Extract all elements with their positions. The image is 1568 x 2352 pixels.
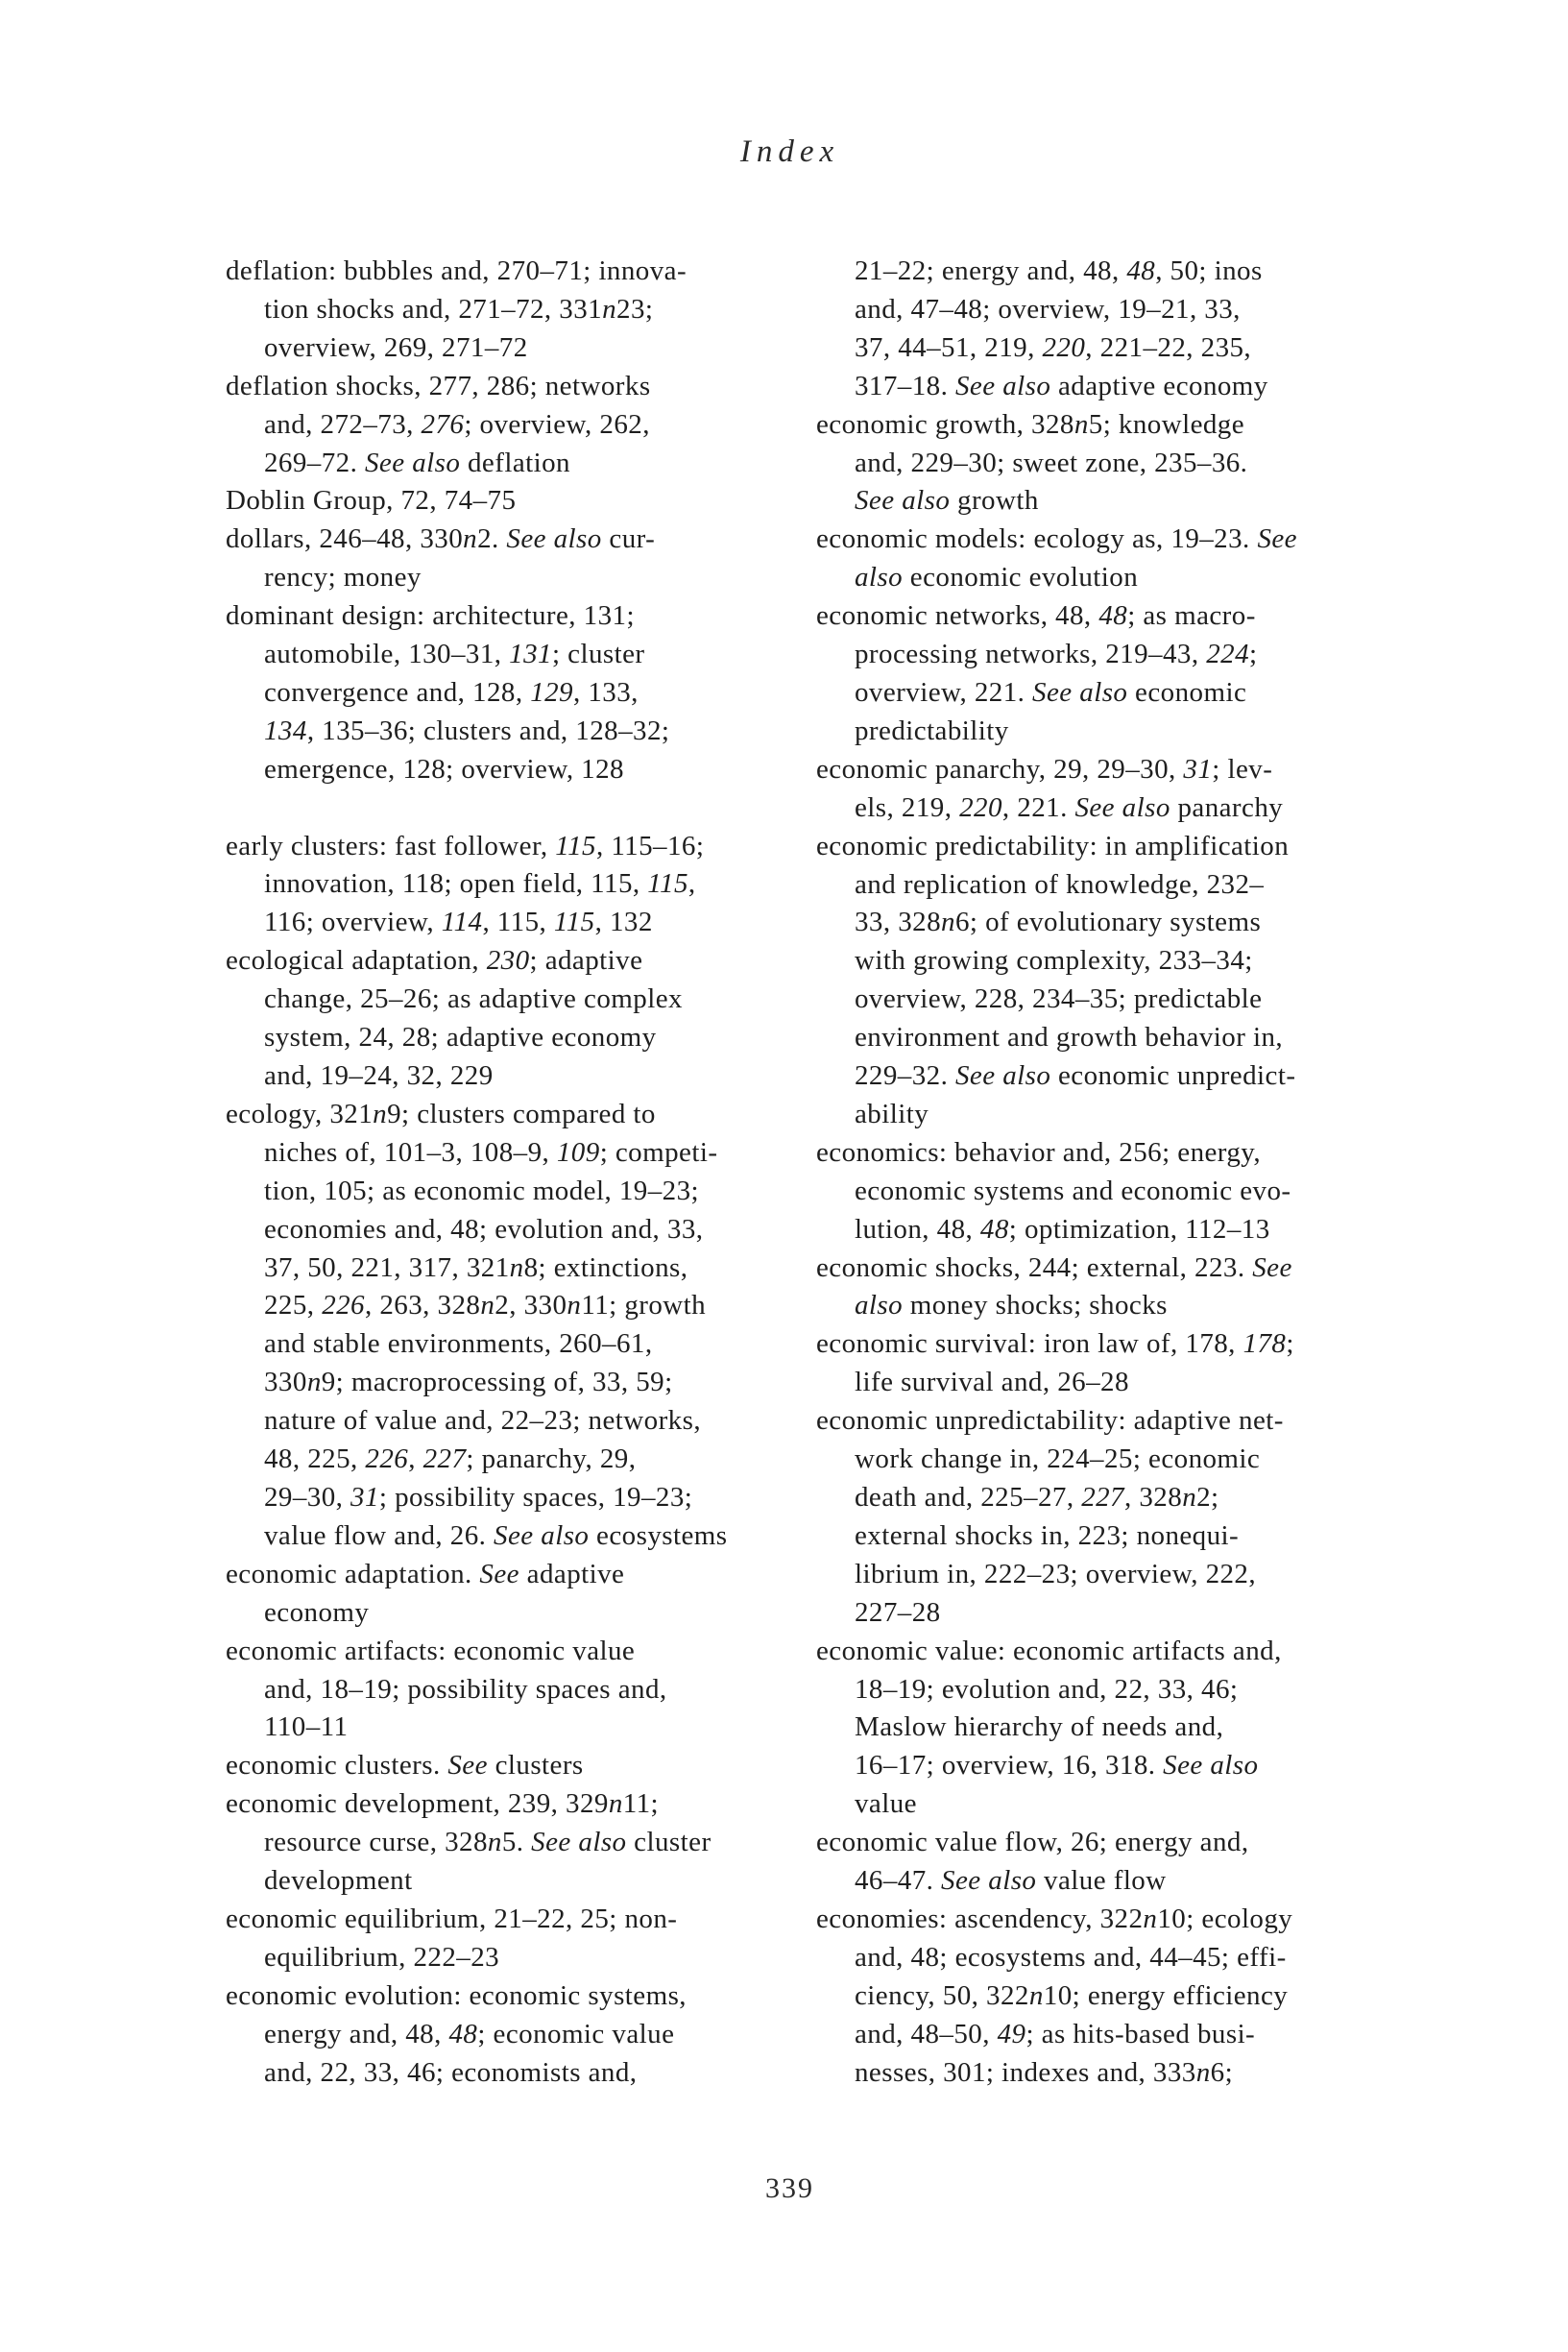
index-line: early clusters: fast follower, 115, 115–16; [226, 830, 705, 861]
index-line: also economic evolution [855, 562, 1139, 594]
index-column-left [226, 253, 787, 2092]
page-title: Index [739, 134, 840, 169]
index-line: economies: ascendency, 322n10; ecology [816, 1903, 1293, 1934]
index-line: automobile, 130–31, 131; cluster [264, 639, 645, 670]
index-line: economic unpredictability: adaptive net- [816, 1405, 1284, 1437]
index-line: rency; money [264, 562, 422, 594]
index-line: nature of value and, 22–23; networks, [264, 1405, 702, 1437]
index-line: environment and growth behavior in, [855, 1022, 1284, 1054]
index-line: and stable environments, 260–61, [264, 1328, 653, 1360]
index-line: overview, 269, 271–72 [264, 331, 528, 363]
index-line: See also growth [855, 485, 1039, 517]
index-line: economic equilibrium, 21–22, 25; non- [226, 1903, 678, 1934]
index-column-right [816, 253, 1378, 2093]
index-line: life survival and, 26–28 [855, 1367, 1129, 1398]
index-line: economic shocks, 244; external, 223. See [816, 1251, 1292, 1283]
index-line: economy [264, 1596, 370, 1628]
index-line: Doblin Group, 72, 74–75 [226, 485, 517, 517]
index-line: ability [855, 1098, 929, 1129]
index-line: convergence and, 128, 129, 133, [264, 676, 639, 708]
index-line: 29–30, 31; possibility spaces, 19–23; [264, 1481, 693, 1513]
index-line: emergence, 128; overview, 128 [264, 753, 624, 785]
index-line: tion shocks and, 271–72, 331n23; [264, 293, 654, 325]
index-line: economic networks, 48, 48; as macro- [816, 600, 1256, 632]
index-line: nesses, 301; indexes and, 333n6; [855, 2056, 1234, 2088]
index-line: external shocks in, 223; nonequi- [855, 1519, 1240, 1551]
index-line: and, 48–50, 49; as hits-based busi- [855, 2018, 1256, 2049]
index-line: economies and, 48; evolution and, 33, [264, 1213, 704, 1245]
index-line: dominant design: architecture, 131; [226, 600, 635, 632]
index-line: 269–72. See also deflation [264, 447, 570, 478]
index-line: work change in, 224–25; economic [855, 1443, 1261, 1475]
index-line: 317–18. See also adaptive economy [855, 370, 1268, 401]
index-line: with growing complexity, 233–34; [855, 945, 1253, 977]
index-line: 48, 225, 226, 227; panarchy, 29, [264, 1443, 637, 1475]
index-line: 33, 328n6; of evolutionary systems [855, 907, 1262, 938]
index-line: and, 229–30; sweet zone, 235–36. [855, 447, 1248, 478]
section-gap [226, 789, 787, 828]
index-line: predictability [855, 715, 1009, 746]
index-line: and, 48; ecosystems and, 44–45; effi- [855, 1941, 1287, 1973]
index-line: and, 47–48; overview, 19–21, 33, [855, 293, 1241, 325]
index-line: overview, 228, 234–35; predictable [855, 983, 1263, 1015]
index-line: economic panarchy, 29, 29–30, 31; lev- [816, 753, 1273, 785]
index-line: 330n9; macroprocessing of, 33, 59; [264, 1367, 673, 1398]
index-line: and replication of knowledge, 232– [855, 868, 1265, 900]
index-line: 16–17; overview, 16, 318. See also [855, 1750, 1259, 1782]
index-line: economic systems and economic evo- [855, 1175, 1291, 1206]
index-line: economic adaptation. See adaptive [226, 1558, 625, 1589]
index-line: ciency, 50, 322n10; energy efficiency [855, 1979, 1289, 2011]
index-line: 18–19; evolution and, 22, 33, 46; [855, 1673, 1239, 1705]
index-line: 134, 135–36; clusters and, 128–32; [264, 715, 670, 746]
index-line: librium in, 222–23; overview, 222, [855, 1558, 1257, 1589]
index-line: tion, 105; as economic model, 19–23; [264, 1175, 700, 1206]
page-number: 339 [765, 2172, 814, 2204]
index-line: economic value flow, 26; energy and, [816, 1827, 1249, 1858]
index-line: change, 25–26; as adaptive complex [264, 983, 683, 1015]
index-line: processing networks, 219–43, 224; [855, 639, 1258, 670]
index-line: economic predictability: in amplification [816, 830, 1290, 861]
index-line: 225, 226, 263, 328n2, 330n11; growth [264, 1290, 707, 1321]
index-line: economic value: economic artifacts and, [816, 1635, 1282, 1666]
index-line: 110–11 [264, 1711, 349, 1743]
index-line: development [264, 1865, 413, 1897]
index-line: and, 272–73, 276; overview, 262, [264, 408, 650, 440]
index-line: ecology, 321n9; clusters compared to [226, 1098, 656, 1129]
index-line: els, 219, 220, 221. See also panarchy [855, 791, 1284, 823]
index-line: and, 22, 33, 46; economists and, [264, 2056, 638, 2088]
index-line: 37, 44–51, 219, 220, 221–22, 235, [855, 331, 1252, 363]
index-line: value flow and, 26. See also ecosystems [264, 1519, 728, 1551]
index-line: value [855, 1788, 917, 1820]
index-line: overview, 221. See also economic [855, 676, 1247, 708]
index-line: 116; overview, 114, 115, 115, 132 [264, 907, 653, 938]
index-line: economic survival: iron law of, 178, 178; [816, 1328, 1294, 1360]
index-line: energy and, 48, 48; economic value [264, 2018, 675, 2049]
index-line: and, 18–19; possibility spaces and, [264, 1673, 667, 1705]
index-line: 227–28 [855, 1596, 941, 1628]
index-line: deflation shocks, 277, 286; networks [226, 370, 651, 401]
index-line: death and, 225–27, 227, 328n2; [855, 1482, 1219, 1513]
index-line: resource curse, 328n5. See also cluster [264, 1827, 712, 1858]
index-line: Maslow hierarchy of needs and, [855, 1711, 1224, 1743]
index-line: system, 24, 28; adaptive economy [264, 1022, 657, 1054]
index-line: economic growth, 328n5; knowledge [816, 408, 1245, 440]
index-line: also money shocks; shocks [855, 1290, 1168, 1321]
index-line: dollars, 246–48, 330n2. See also cur- [226, 523, 656, 555]
index-line: ecological adaptation, 230; adaptive [226, 945, 643, 977]
index-line: economic models: ecology as, 19–23. See [816, 523, 1297, 555]
index-line: 229–32. See also economic unpredict- [855, 1060, 1296, 1092]
index-line: innovation, 118; open field, 115, 115, [264, 868, 696, 900]
index-line: deflation: bubbles and, 270–71; innova- [226, 255, 688, 286]
index-line: economic artifacts: economic value [226, 1635, 636, 1666]
index-line: 21–22; energy and, 48, 48, 50; inos [855, 255, 1263, 286]
index-line: and, 19–24, 32, 229 [264, 1060, 494, 1092]
index-line: economic development, 239, 329n11; [226, 1788, 660, 1820]
index-line: economic clusters. See clusters [226, 1750, 584, 1782]
index-line: equilibrium, 222–23 [264, 1941, 500, 1973]
index-line: 37, 50, 221, 317, 321n8; extinctions, [264, 1251, 688, 1283]
index-line: economic evolution: economic systems, [226, 1979, 687, 2011]
index-line: 46–47. See also value flow [855, 1865, 1167, 1897]
index-line: niches of, 101–3, 108–9, 109; competi- [264, 1136, 718, 1168]
index-line: economics: behavior and, 256; energy, [816, 1136, 1262, 1168]
index-line: lution, 48, 48; optimization, 112–13 [855, 1213, 1270, 1245]
